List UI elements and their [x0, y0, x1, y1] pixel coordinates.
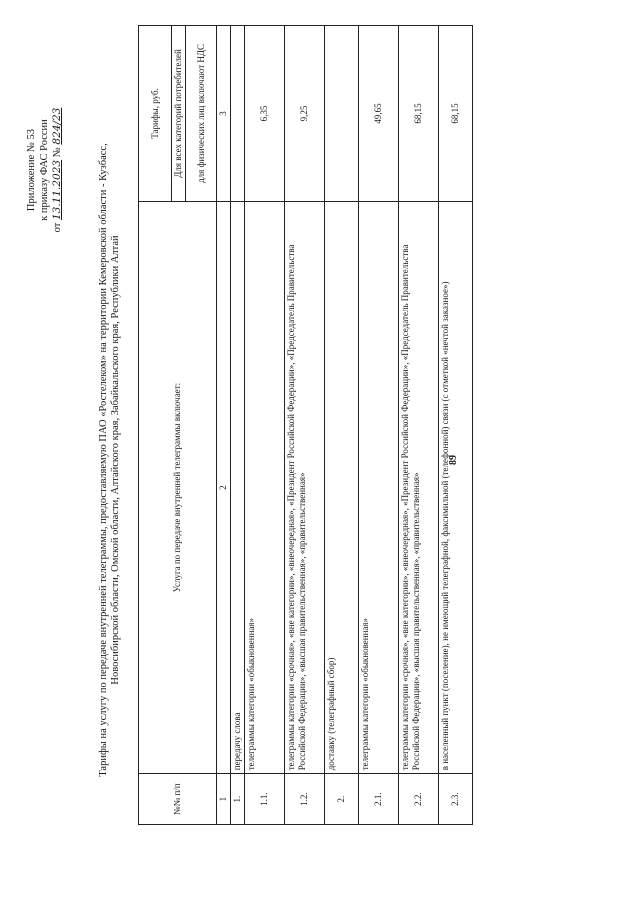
row-service: телеграммы категории «обыкновенная»: [245, 201, 285, 773]
table-row: [439, 26, 473, 825]
column-number-2: 2: [217, 201, 231, 773]
document-title: Тарифы на услугу по передаче внутренней телеграммы, предоставляемую ПАО «Ростелеком» на территории Кемеровской области - Кузбасс, Новосибирской области, Омской области, Алтайского края, Забайкальского края, Республики Алтай: [98, 143, 121, 777]
row-service: доставку (телеграфный сбор): [325, 201, 359, 773]
row-value: 6,35: [245, 26, 285, 202]
row-num: 2.1.: [359, 774, 399, 825]
row-num: 1.: [231, 774, 245, 825]
table-row: [325, 26, 359, 825]
row-num: 2.2.: [399, 774, 439, 825]
table-row: [285, 26, 325, 825]
row-value: 49,65: [359, 26, 399, 202]
appendix-date-line: [51, 45, 64, 295]
tariffs-table: [138, 25, 473, 825]
appendix-number: 824/23: [51, 107, 63, 145]
header-tariffs: Тарифы, руб.: [139, 26, 172, 202]
row-service: в населенный пункт (поселение), не имеющий телеграфной, факсимильной (телефонной) связи (с отметкой «нечтой заказное»): [439, 201, 473, 773]
column-number-1: 1: [217, 774, 231, 825]
row-num: 1.1.: [245, 774, 285, 825]
table-row: [245, 26, 285, 825]
table-row: [231, 26, 245, 825]
row-service: передачу слова: [231, 201, 245, 773]
row-value: 68,15: [399, 26, 439, 202]
row-service: телеграммы категории «обыкновенная»: [359, 201, 399, 773]
row-service: телеграммы категории «срочная», «вне категории», «внеочередная», «Президент Российской Федерации», «Председатель Правительства Российской Федерации», «высшая правительственная», «правительственная»: [399, 201, 439, 773]
row-value: [231, 26, 245, 202]
appendix-date: 13.11.2023: [51, 159, 63, 221]
column-number-3: 3: [217, 26, 231, 202]
row-num: 1.2.: [285, 774, 325, 825]
row-value: 9,25: [285, 26, 325, 202]
header-service: Услуга по передаче внутренней телеграммы включает:: [139, 201, 217, 773]
header-all-consumers: Для всех категорий потребителей: [172, 26, 186, 202]
row-value: [325, 26, 359, 202]
header-vat-note: для физических лиц включают НДС: [186, 26, 217, 202]
row-num: 2.: [325, 774, 359, 825]
table-row: [359, 26, 399, 825]
appendix-title: Приложение № 53: [26, 128, 37, 212]
appendix-order: к приказу ФАС России: [39, 119, 50, 221]
appendix-number-sign: №: [52, 147, 63, 158]
header-num: №№ п/п: [139, 774, 217, 825]
row-service: телеграммы категории «срочная», «вне категории», «внеочередная», «Президент Российской Федерации», «Председатель Правительства Российской Федерации», «высшая правительственная», «правительственная»: [285, 201, 325, 773]
table-row: [399, 26, 439, 825]
row-value: 68,15: [439, 26, 473, 202]
appendix-block: [25, 45, 64, 295]
page-number: 89: [448, 455, 459, 465]
row-num: 2.3.: [439, 774, 473, 825]
appendix-from: от: [52, 222, 63, 233]
